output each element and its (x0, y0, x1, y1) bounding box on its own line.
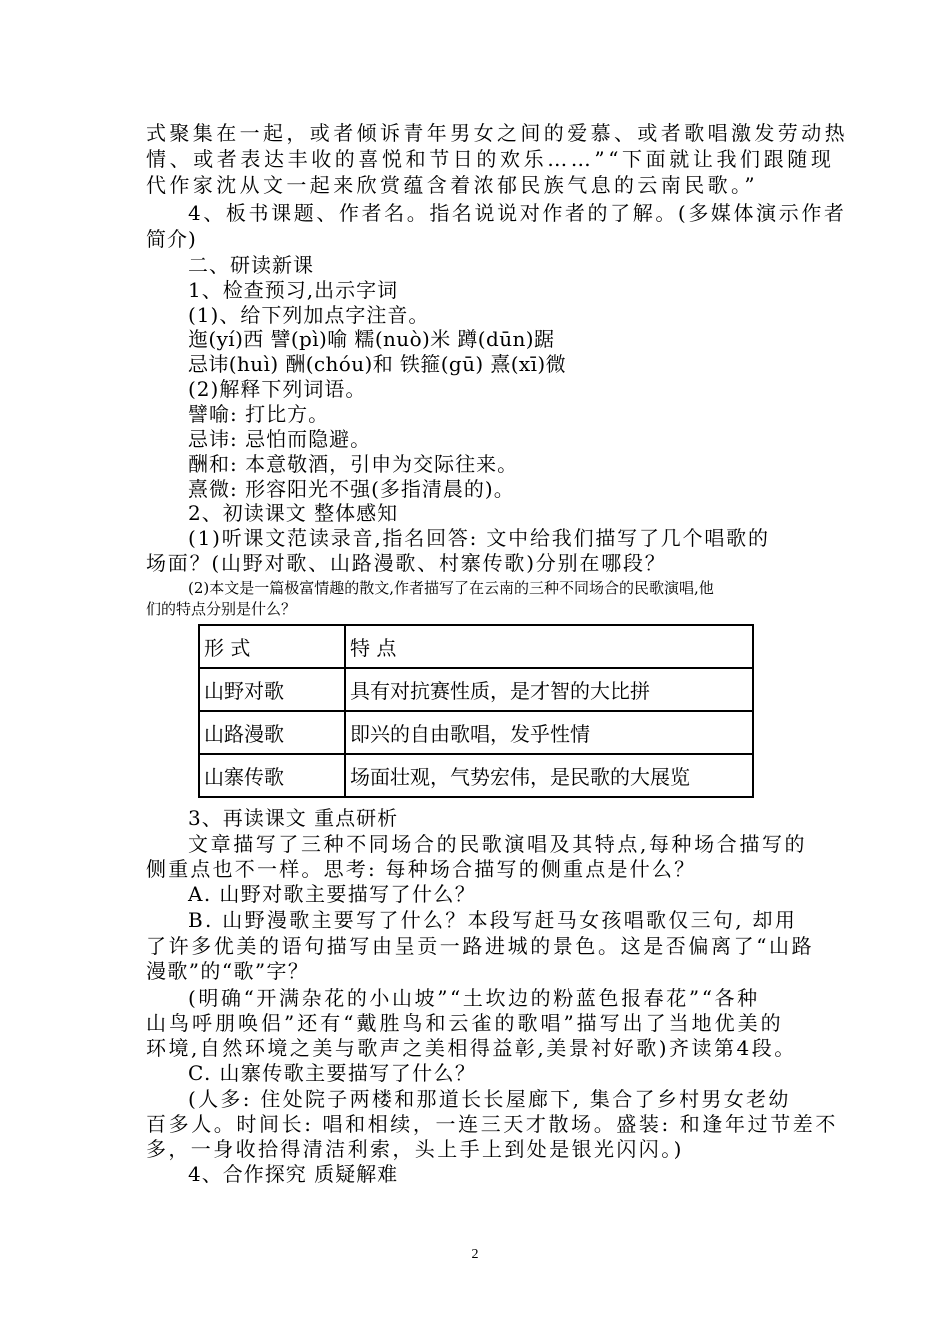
text-line: (2)本文是一篇极富情趣的散文,作者描写了在云南的三种不同场合的民歌演唱,他 (188, 579, 714, 597)
table-cell: 即兴的自由歌唱，发乎性情 (345, 711, 753, 754)
table-row (199, 754, 753, 797)
definition-line: 熹微: 形容阳光不强(多指清晨的)。 (188, 477, 515, 501)
text-line: 代作家沈从文一起来欣赏蕴含着浓郁民族气息的云南民歌。” (146, 173, 759, 197)
table-cell: 具有对抗赛性质，是才智的大比拼 (345, 668, 753, 711)
text-line: 文章描写了三种不同场合的民歌演唱及其特点,每种场合描写的 (188, 832, 808, 856)
text-line: (人多: 住处院子两楼和那道长长屋廊下, 集合了乡村男女老幼 (188, 1087, 791, 1111)
text-line: 1、检查预习,出示字词 (188, 278, 399, 302)
text-line: 侧重点也不一样。思考: 每种场合描写的侧重点是什么？ (146, 857, 697, 881)
text-line: 多，一身收拾得清洁利索，头上手上到处是银光闪闪。) (146, 1137, 684, 1161)
definition-line: 酬和: 本意敬酒，引申为交际往来。 (188, 452, 519, 476)
song-features-table (198, 624, 754, 798)
text-line: (明确“开满杂花的小山坡”“土坎边的粉蓝色报春花”“各种 (188, 986, 760, 1010)
table-header-row (199, 625, 753, 668)
text-line: 式聚集在一起，或者倾诉青年男女之间的爱慕、或者歌唱激发劳动热 (146, 121, 848, 145)
text-line: (1)、给下列加点字注音。 (188, 303, 430, 327)
table-cell: 山野对歌 (199, 668, 345, 711)
table-header-cell: 形 式 (199, 625, 345, 668)
pinyin-line: 忌讳(huì) 酬(chóu)和 铁箍(gū) 熹(xī)微 (188, 352, 567, 376)
text-line: (2)解释下列词语。 (188, 377, 367, 401)
page-number: 2 (471, 1247, 479, 1262)
section-heading: 二、研读新课 (188, 253, 314, 277)
section-heading: 2、初读课文 整体感知 (188, 501, 399, 525)
section-heading: 4、合作探究 质疑解难 (188, 1162, 399, 1186)
text-line: 百多人。时间长: 唱和相续，一连三天才散场。盛装: 和逢年过节差不 (146, 1112, 838, 1136)
text-line: 简介) (146, 227, 197, 251)
pinyin-line: 迤(yí)西 譬(pì)喻 糯(nuò)米 蹲(dūn)踞 (188, 327, 555, 351)
table-row (199, 711, 753, 754)
text-line: 了许多优美的语句描写由呈贡一路进城的景色。这是否偏离了“山路 (146, 934, 815, 958)
table-cell: 场面壮观，气势宏伟，是民歌的大展览 (345, 754, 753, 797)
text-line: 们的特点分别是什么？ (146, 600, 297, 618)
section-heading: 3、再读课文 重点研析 (188, 806, 399, 830)
table-cell: 山路漫歌 (199, 711, 345, 754)
table-row (199, 668, 753, 711)
definition-line: 譬喻: 打比方。 (188, 402, 330, 426)
table-header-cell: 特 点 (345, 625, 753, 668)
definition-line: 忌讳: 忌怕而隐避。 (188, 427, 372, 451)
text-line: (1)听课文范读录音,指名回答: 文中给我们描写了几个唱歌的 (188, 526, 770, 550)
text-line: C. 山寨传歌主要描写了什么？ (188, 1061, 477, 1085)
text-line: 环境,自然环境之美与歌声之美相得益彰,美景衬好歌)齐读第4段。 (146, 1036, 797, 1060)
text-line: 漫歌”的“歌”字？ (146, 959, 310, 983)
table-cell: 山寨传歌 (199, 754, 345, 797)
text-line: A. 山野对歌主要描写了什么？ (188, 882, 477, 906)
text-line: 山鸟呼朋唤侣”还有“戴胜鸟和云雀的歌唱”描写出了当地优美的 (146, 1011, 784, 1035)
text-line: 场面？(山野对歌、山路漫歌、村寨传歌)分别在哪段？ (146, 551, 667, 575)
text-line: 情、或者表达丰收的喜悦和节日的欢乐……”“下面就让我们跟随现 (146, 147, 835, 171)
text-line: 4、板书课题、作者名。指名说说对作者的了解。(多媒体演示作者 (188, 201, 847, 225)
text-line: B. 山野漫歌主要写了什么？本段写赶马女孩唱歌仅三句, 却用 (188, 908, 798, 932)
